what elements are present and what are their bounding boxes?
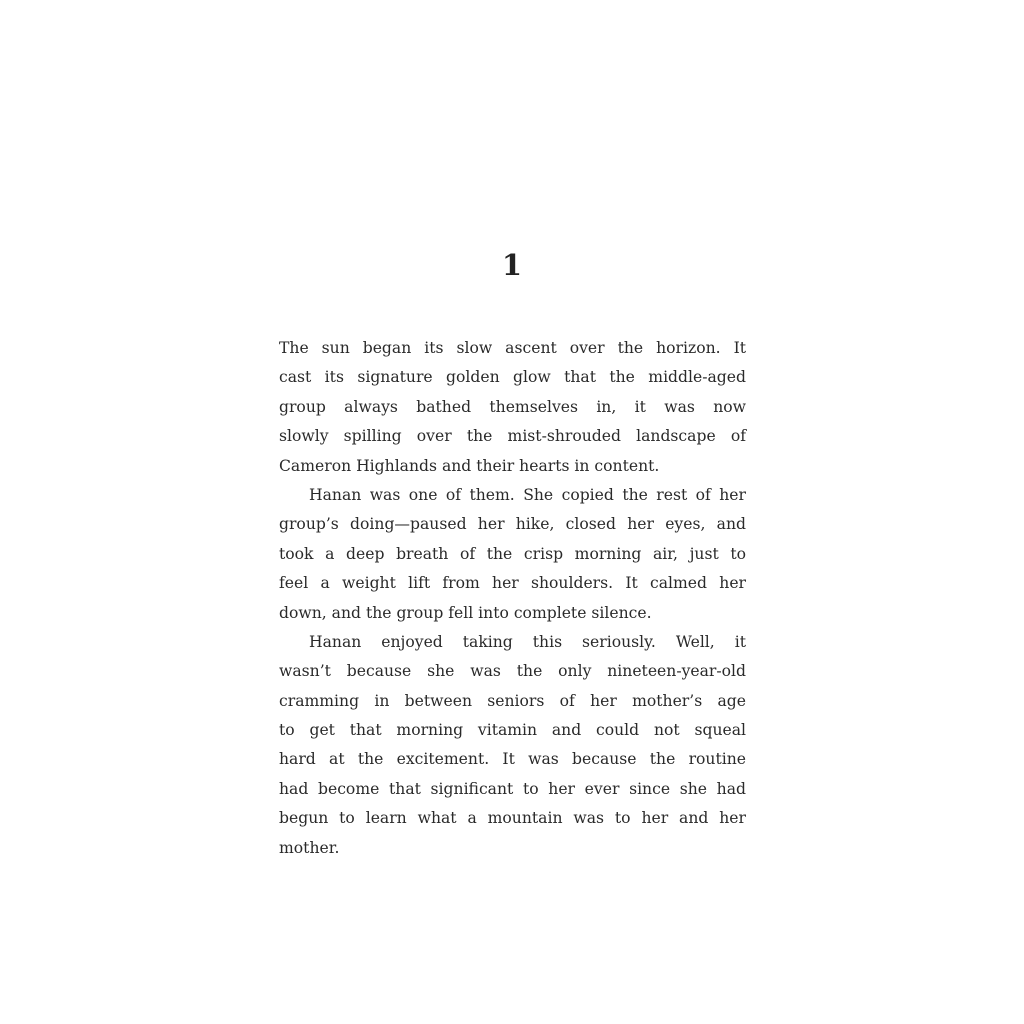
paragraph-line: feel a weight lift from her shoulders. It calmed her [279,574,746,593]
paragraph-line: hard at the excitement. It was because the routine [279,750,746,769]
paragraph-line: took a deep breath of the crisp morning air, just to [279,544,746,563]
paragraph-line: Hanan was one of them. She copied the rest of her [309,485,746,504]
body-text [279,334,746,863]
paragraph-line: wasn’t because she was the only nineteen-year-old [279,662,746,681]
paragraph-line: Cameron Highlands and their hearts in content. [279,456,660,475]
paragraph-line: begun to learn what a mountain was to her and her [279,809,746,828]
paragraph-line: group always bathed themselves in, it was now [279,397,746,416]
paragraph-line: had become that significant to her ever since she had [279,779,746,798]
paragraph-line: Hanan enjoyed taking this seriously. Well, it [309,632,746,651]
paragraph-line: to get that morning vitamin and could not squeal [279,721,746,740]
chapter-number: 1 [501,248,523,282]
paragraph-line: cramming in between seniors of her mother’s age [279,691,746,710]
paragraph-line: slowly spilling over the mist-shrouded landscape of [279,427,746,446]
paragraph-line: mother. [279,838,340,857]
paragraph-line: group’s doing—paused her hike, closed her eyes, and [279,515,746,534]
paragraph-line: The sun began its slow ascent over the horizon. It [279,339,746,357]
paragraph-line: cast its signature golden glow that the middle-aged [279,368,746,387]
paragraph-line: down, and the group fell into complete silence. [279,603,652,622]
